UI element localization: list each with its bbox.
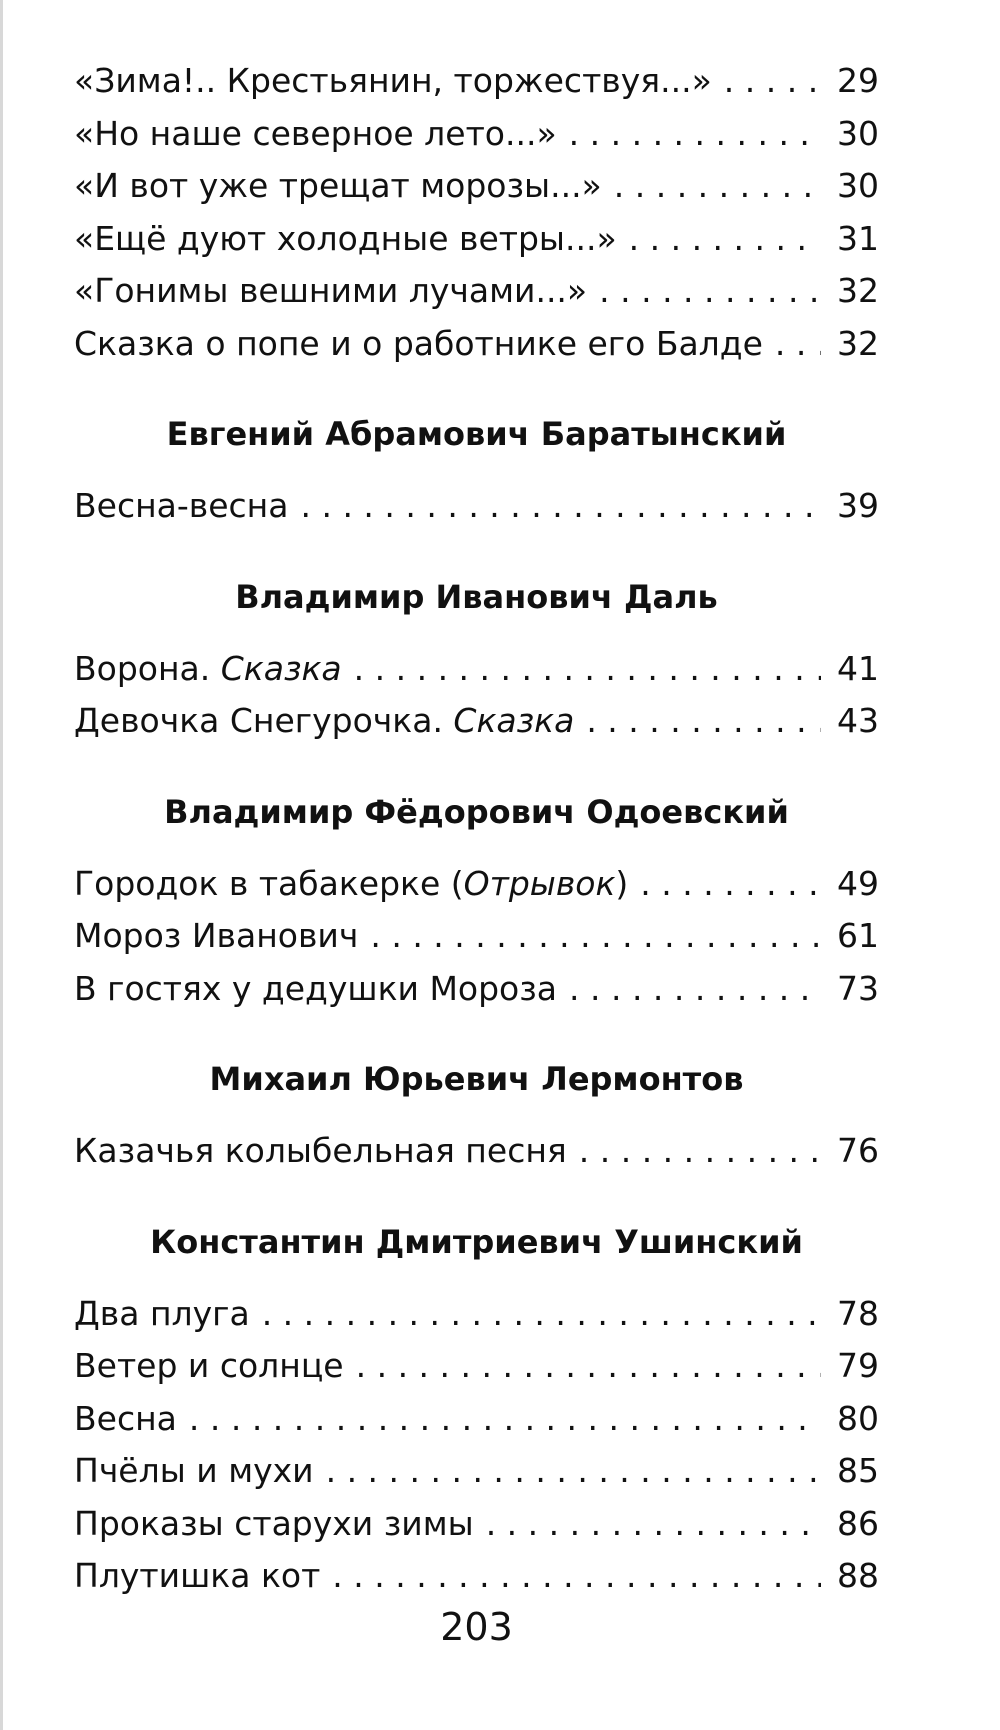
entry-genre: Сказка — [453, 701, 575, 740]
section-spacer — [74, 1178, 879, 1218]
toc-entry[interactable] — [74, 910, 879, 963]
toc-entry[interactable] — [74, 1125, 879, 1178]
entry-page-number: 43 — [837, 701, 879, 740]
section-spacer — [74, 458, 879, 480]
toc-entry[interactable] — [74, 1340, 879, 1393]
author-heading: Константин Дмитриевич Ушинский — [150, 1222, 803, 1261]
section-spacer — [74, 1266, 879, 1288]
entry-page-number: 30 — [837, 166, 879, 205]
entry-title — [74, 318, 763, 371]
entry-title-text: «Зима!.. Крестьянин, торжествуя...» — [74, 61, 712, 100]
toc-entry[interactable] — [74, 1445, 879, 1498]
entry-title-text: Казачья колыбельная песня — [74, 1131, 567, 1170]
entry-title — [74, 963, 557, 1016]
dot-leader — [614, 160, 821, 213]
entry-title — [74, 643, 342, 696]
entry-title — [74, 1445, 314, 1498]
entry-page-number: 86 — [837, 1503, 879, 1543]
author-heading: Михаил Юрьевич Лермонтов — [209, 1060, 744, 1098]
dot-leader — [629, 213, 821, 266]
entry-page-number: 79 — [837, 1346, 879, 1385]
entry-genre: Отрывок — [463, 863, 616, 903]
entry-genre: Сказка — [220, 648, 342, 688]
entry-title — [74, 480, 288, 533]
entry-page-number: 31 — [837, 218, 879, 258]
entry-title — [74, 1393, 177, 1446]
entry-page-number: 39 — [837, 486, 879, 525]
dot-leader — [486, 1498, 821, 1551]
dot-leader — [599, 265, 821, 318]
section-spacer — [74, 621, 879, 643]
dot-leader — [189, 1393, 821, 1446]
toc-entry[interactable] — [74, 1498, 879, 1551]
entry-title — [74, 858, 628, 911]
toc-entry[interactable] — [74, 858, 879, 911]
page-number: 203 — [440, 1605, 513, 1649]
dot-leader — [332, 1550, 821, 1603]
entry-page-number: 85 — [837, 1451, 879, 1490]
entry-title-text: Плутишка кот — [74, 1556, 321, 1595]
entry-title-text: «И вот уже трещат морозы...» — [74, 166, 602, 205]
author-heading: Владимир Иванович Даль — [235, 577, 718, 616]
entry-page-number: 88 — [837, 1556, 879, 1595]
entry-title-text: Проказы старухи зимы — [74, 1503, 474, 1543]
entry-title-text: Городок в табакерке ( — [74, 863, 464, 903]
dot-leader — [300, 480, 821, 533]
entry-title — [74, 910, 358, 963]
toc-entry[interactable] — [74, 160, 879, 213]
entry-page-number: 29 — [837, 61, 879, 100]
entry-title — [74, 1498, 474, 1551]
entry-title-text: «Но наше северное лето...» — [74, 113, 557, 153]
entry-page-number: 78 — [837, 1293, 879, 1333]
toc-entry[interactable] — [74, 1550, 879, 1603]
entry-page-number: 41 — [837, 648, 879, 688]
dot-leader — [579, 1125, 821, 1178]
entry-title — [74, 1340, 344, 1393]
entry-title-text: «Гонимы вешними лучами...» — [74, 271, 588, 310]
dot-leader — [586, 695, 821, 748]
entry-page-number: 61 — [837, 916, 879, 955]
toc-entry[interactable] — [74, 695, 879, 748]
section-spacer — [74, 836, 879, 858]
toc-entry[interactable] — [74, 213, 879, 266]
entry-title-text: Весна — [74, 1398, 177, 1438]
toc-entry[interactable] — [74, 1288, 879, 1341]
toc-entry[interactable] — [74, 643, 879, 696]
dot-leader — [326, 1445, 821, 1498]
entry-title — [74, 1125, 567, 1178]
dot-leader — [354, 643, 821, 696]
section-spacer — [74, 370, 879, 410]
dot-leader — [356, 1340, 821, 1393]
section-spacer — [74, 533, 879, 573]
entry-title-text: Пчёлы и мухи — [74, 1451, 314, 1490]
entry-title-text: «Ещё дуют холодные ветры...» — [74, 218, 617, 258]
entry-title — [74, 55, 712, 108]
entry-title — [74, 695, 574, 748]
entry-title-text: Весна-весна — [74, 486, 289, 525]
toc-entry[interactable] — [74, 265, 879, 318]
entry-page-number: 80 — [837, 1398, 879, 1438]
entry-title-text: Сказка о попе и о работнике его Балде — [74, 323, 763, 363]
page-edge — [0, 0, 3, 1730]
toc-entry[interactable] — [74, 108, 879, 161]
entry-page-number: 32 — [837, 271, 879, 310]
toc-entry[interactable] — [74, 55, 879, 108]
entry-title — [74, 1288, 250, 1341]
entry-page-number: 30 — [837, 113, 879, 153]
entry-title — [74, 108, 557, 161]
section-spacer — [74, 1103, 879, 1125]
dot-leader — [569, 963, 821, 1016]
dot-leader — [724, 55, 821, 108]
dot-leader — [640, 858, 821, 911]
entry-page-number: 76 — [837, 1131, 879, 1170]
dot-leader — [569, 108, 821, 161]
section-spacer — [74, 1015, 879, 1055]
author-heading: Владимир Фёдорович Одоевский — [164, 792, 789, 831]
entry-title — [74, 265, 587, 318]
dot-leader — [370, 910, 821, 963]
entry-title — [74, 1550, 320, 1603]
dot-leader — [262, 1288, 821, 1341]
entry-title-text: В гостях у дедушки Мороза — [74, 968, 558, 1008]
entry-title-text: Ворона. — [74, 648, 221, 688]
entry-title-text: Ветер и солнце — [74, 1346, 344, 1385]
entry-title — [74, 160, 602, 213]
entry-title-text: Мороз Иванович — [74, 916, 359, 955]
section-spacer — [74, 748, 879, 788]
author-heading: Евгений Абрамович Баратынский — [166, 415, 787, 453]
entry-page-number: 73 — [837, 968, 879, 1008]
table-of-contents — [74, 55, 879, 1603]
entry-title — [74, 213, 617, 266]
entry-title-suffix: ) — [615, 863, 629, 903]
entry-title-text: Два плуга — [74, 1293, 250, 1333]
dot-leader — [775, 318, 821, 371]
toc-entry[interactable] — [74, 480, 879, 533]
entry-page-number: 49 — [837, 863, 879, 903]
entry-page-number: 32 — [837, 323, 879, 363]
toc-entry[interactable] — [74, 1393, 879, 1446]
entry-title-text: Девочка Снегурочка. — [74, 701, 454, 740]
toc-entry[interactable] — [74, 318, 879, 371]
toc-entry[interactable] — [74, 963, 879, 1016]
